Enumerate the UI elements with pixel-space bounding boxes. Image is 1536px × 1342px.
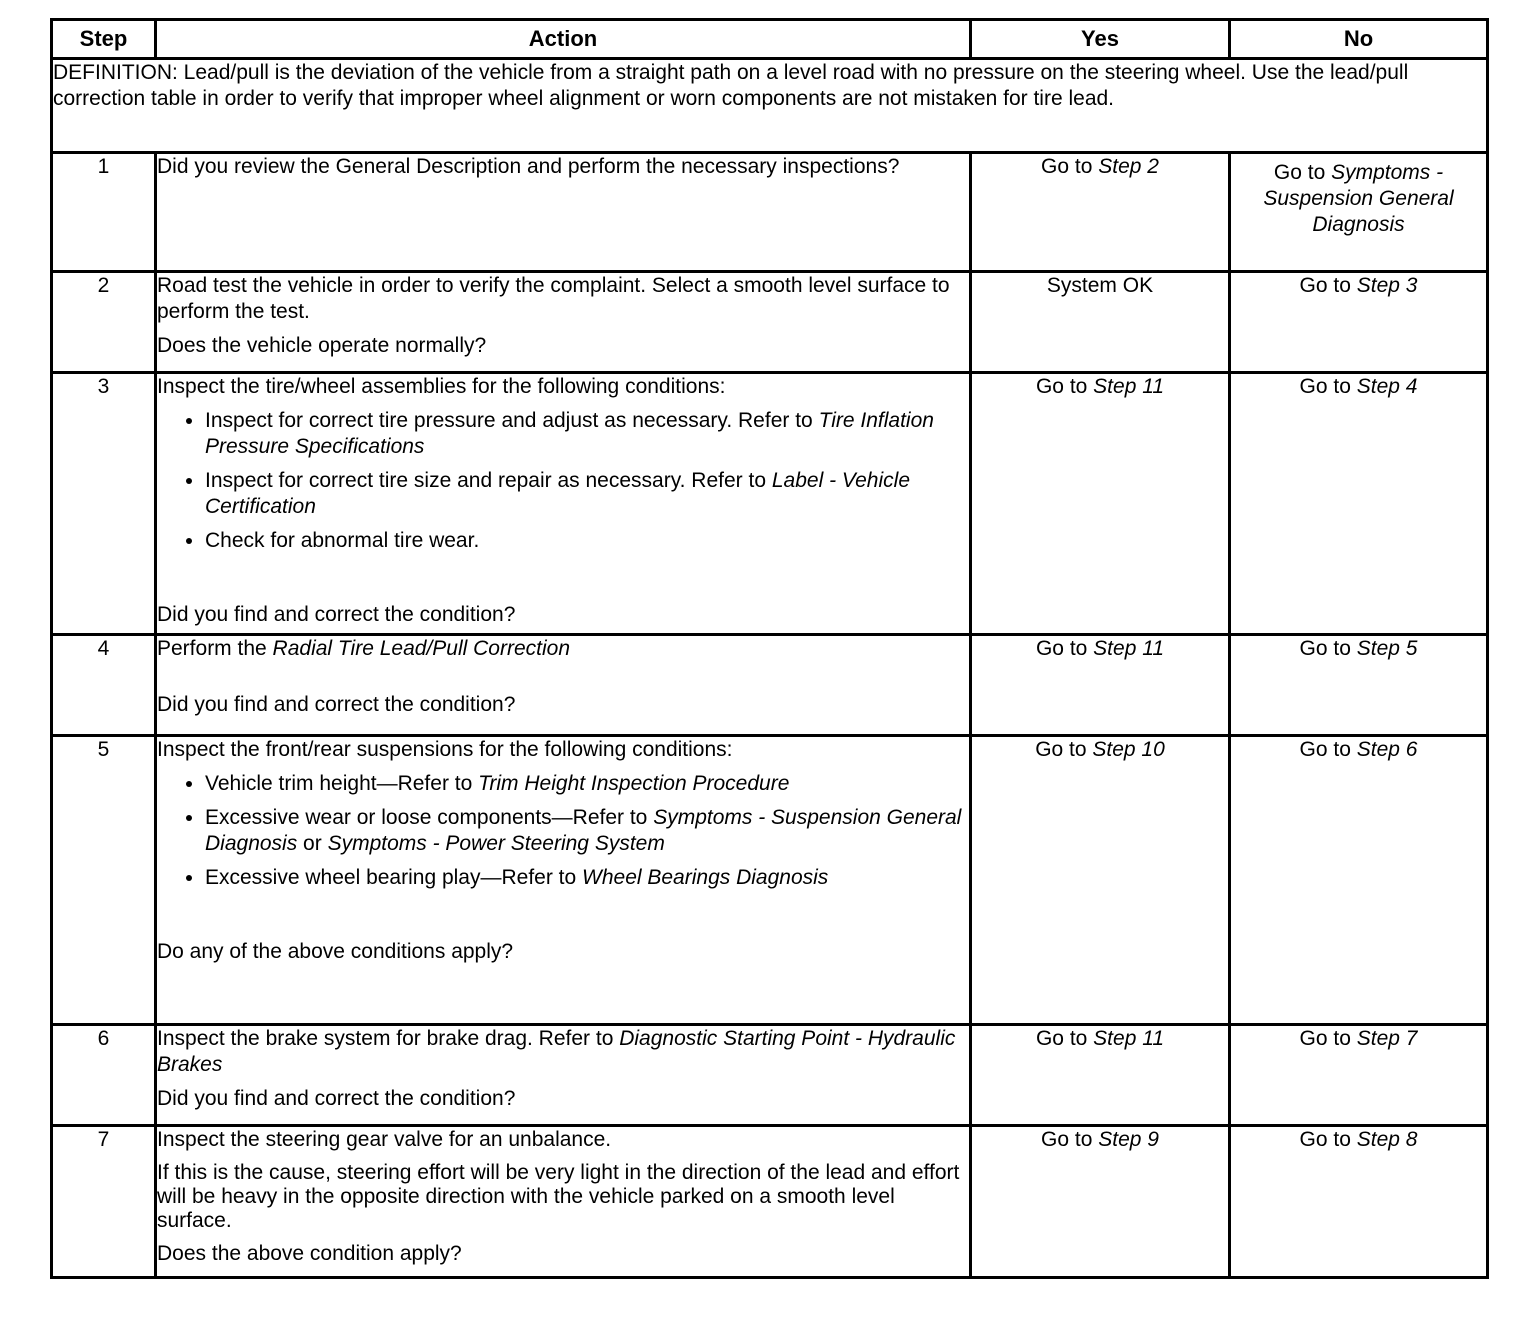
no-link[interactable]: Step 7: [1356, 1027, 1418, 1050]
table-row: [52, 373, 1488, 635]
reference-link[interactable]: Label - Vehicle Certification: [205, 469, 910, 518]
action-text-part: Inspect the brake system for brake drag. Refer to: [157, 1027, 620, 1050]
yes-cell: [971, 635, 1230, 736]
reference-link[interactable]: Symptoms - Suspension General Diagnosis: [205, 806, 962, 855]
goto-label: Go to: [1041, 1128, 1099, 1151]
header-yes: Yes: [971, 20, 1230, 59]
yes-link[interactable]: Step 9: [1098, 1128, 1159, 1151]
reference-link[interactable]: Tire Inflation Pressure Specifications: [205, 409, 934, 458]
yes-link[interactable]: Step 11: [1093, 1027, 1165, 1050]
no-link[interactable]: Step 5: [1356, 637, 1418, 660]
no-cell: [1230, 635, 1488, 736]
yes-cell: [971, 736, 1230, 1025]
no-cell: [1230, 1025, 1488, 1126]
reference-link[interactable]: Wheel Bearings Diagnosis: [582, 866, 829, 889]
goto-label: Go to: [1299, 1027, 1357, 1050]
bullet-text: Inspect for correct tire pressure and adjust as necessary. Refer to: [205, 409, 819, 432]
action-cell: [156, 373, 971, 635]
goto-label: Go to: [1035, 375, 1094, 398]
action-question: Did you find and correct the condition?: [157, 603, 516, 626]
step-number: 5: [52, 736, 156, 1025]
action-question: Do any of the above conditions apply?: [157, 940, 514, 963]
step-number: 3: [52, 373, 156, 635]
bullet-text: Vehicle trim height—Refer to: [205, 772, 479, 795]
no-link[interactable]: Step 4: [1356, 375, 1418, 398]
header-action: Action: [156, 20, 971, 59]
step-number: 4: [52, 635, 156, 736]
table-row: [52, 153, 1488, 272]
bullet-text: Inspect for correct tire size and repair as necessary. Refer to: [205, 469, 772, 492]
yes-cell: [971, 272, 1230, 373]
no-link[interactable]: Step 8: [1356, 1128, 1418, 1151]
goto-label: Go to: [1299, 274, 1357, 297]
bullet-list: [157, 771, 969, 891]
step-number: 6: [52, 1025, 156, 1126]
action-cell: [156, 736, 971, 1025]
header-row: [52, 20, 1488, 59]
reference-link[interactable]: Diagnostic Starting Point - Hydraulic Brakes: [157, 1027, 956, 1076]
no-link[interactable]: Symptoms - Suspension General Diagnosis: [1263, 161, 1454, 236]
reference-link[interactable]: Symptoms - Power Steering System: [327, 832, 665, 855]
action-cell: [156, 1025, 971, 1126]
yes-link[interactable]: Step 2: [1098, 155, 1159, 178]
step-number: 2: [52, 272, 156, 373]
table-row: [52, 736, 1488, 1025]
bullet-text: Check for abnormal tire wear.: [205, 529, 480, 552]
action-text: Inspect the front/rear suspensions for the following conditions:: [157, 738, 733, 761]
bullet-list: [157, 408, 969, 554]
bullet-text: Excessive wear or loose components—Refer to: [205, 806, 654, 829]
list-item: [205, 528, 969, 554]
action-text: [157, 1026, 969, 1078]
table-row: [52, 1025, 1488, 1126]
header-no: No: [1230, 20, 1488, 59]
yes-cell: [971, 373, 1230, 635]
action-text: Did you review the General Description and perform the necessary inspections?: [157, 155, 900, 178]
bullet-text: or: [297, 832, 328, 855]
goto-label: Go to: [1299, 738, 1357, 761]
action-text: Inspect the steering gear valve for an unbalance.: [157, 1128, 612, 1151]
yes-link[interactable]: Step 10: [1092, 738, 1165, 761]
action-cell: [156, 153, 971, 272]
action-text: Inspect the tire/wheel assemblies for the following conditions:: [157, 375, 726, 398]
action-text: Road test the vehicle in order to verify the complaint. Select a smooth level surface to perform the test.: [157, 274, 950, 323]
list-item: [205, 408, 969, 460]
action-question: Did you find and correct the condition?: [157, 1087, 516, 1110]
list-item: [205, 865, 969, 891]
no-cell: [1230, 153, 1488, 272]
action-cell: [156, 1126, 971, 1278]
goto-label: Go to: [1299, 375, 1357, 398]
goto-label: Go to: [1035, 1027, 1094, 1050]
goto-label: Go to: [1035, 637, 1094, 660]
goto-label: Go to: [1273, 161, 1332, 184]
reference-link[interactable]: Radial Tire Lead/Pull Correction: [272, 637, 571, 660]
yes-cell: [971, 1126, 1230, 1278]
no-cell: [1230, 736, 1488, 1025]
list-item: [205, 771, 969, 797]
goto-label: Go to: [1035, 738, 1093, 761]
yes-link[interactable]: Step 11: [1093, 375, 1165, 398]
action-text-detail: If this is the cause, steering effort will be very light in the direction of the lead and effort will be heavy in the opposite direction with the vehicle parked on a smooth level surface.: [157, 1161, 960, 1232]
list-item: [205, 805, 969, 857]
table-row: [52, 1126, 1488, 1278]
action-text: [157, 636, 969, 662]
action-cell: [156, 272, 971, 373]
yes-link[interactable]: Step 11: [1093, 637, 1165, 660]
action-text-part: Perform the: [157, 637, 273, 660]
list-item: [205, 468, 969, 520]
no-cell: [1230, 1126, 1488, 1278]
action-question: Did you find and correct the condition?: [157, 693, 516, 716]
table-row: [52, 272, 1488, 373]
header-step: Step: [52, 20, 156, 59]
definition-row: [52, 59, 1488, 153]
step-number: 1: [52, 153, 156, 272]
no-link[interactable]: Step 3: [1356, 274, 1418, 297]
reference-link[interactable]: Trim Height Inspection Procedure: [478, 772, 790, 795]
no-cell: [1230, 272, 1488, 373]
yes-cell: [971, 1025, 1230, 1126]
action-question: Does the above condition apply?: [157, 1242, 462, 1265]
goto-label: Go to: [1299, 637, 1357, 660]
bullet-text: Excessive wheel bearing play—Refer to: [205, 866, 583, 889]
yes-cell: [971, 153, 1230, 272]
step-number: 7: [52, 1126, 156, 1278]
no-link[interactable]: Step 6: [1356, 738, 1418, 761]
table-row: [52, 635, 1488, 736]
no-cell: [1230, 373, 1488, 635]
goto-label: Go to: [1041, 155, 1099, 178]
action-cell: [156, 635, 971, 736]
yes-text: System OK: [1046, 274, 1154, 297]
action-question: Does the vehicle operate normally?: [157, 334, 487, 357]
goto-label: Go to: [1299, 1128, 1357, 1151]
diagnostic-table: [50, 18, 1489, 1279]
definition-text: DEFINITION: Lead/pull is the deviation of the vehicle from a straight path on a level road with no pressure on the steering wheel. Use the lead/pull correction table in order to verify that improper wheel alignment or worn components are not mistaken for tire lead.: [52, 59, 1488, 153]
